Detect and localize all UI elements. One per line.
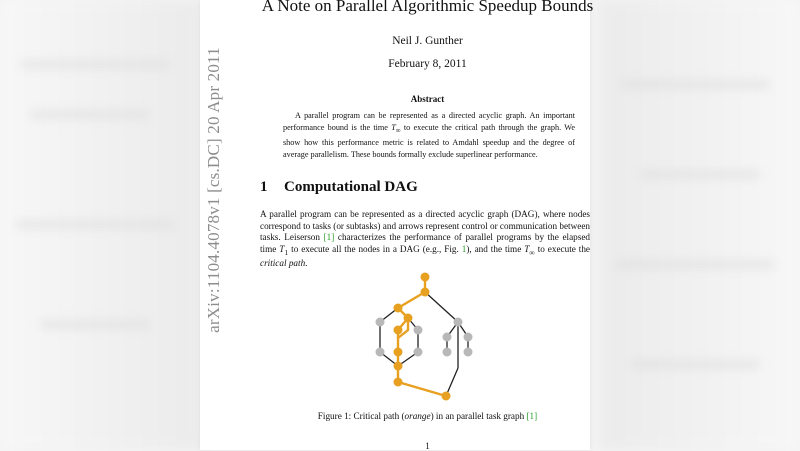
arxiv-stamp: arXiv:1104.4078v1 [cs.DC] 20 Apr 2011	[204, 47, 223, 333]
blurred-text	[30, 110, 150, 119]
citation-link[interactable]: [1]	[323, 232, 335, 243]
blurred-text	[20, 60, 170, 69]
dag-figure	[360, 268, 490, 408]
blurred-text	[15, 220, 175, 229]
blurred-text	[630, 360, 760, 369]
blurred-text	[615, 260, 775, 269]
paper-author: Neil J. Gunther	[392, 35, 463, 47]
critical-nodes	[394, 273, 451, 401]
page-number: 1	[425, 441, 430, 451]
blurred-text	[620, 80, 770, 89]
blurred-text	[40, 320, 150, 329]
paper-date: February 8, 2011	[388, 58, 467, 70]
caption-citation-link[interactable]: [1]	[526, 411, 538, 421]
section-heading	[260, 179, 418, 196]
blurred-text	[640, 170, 760, 179]
abstract-heading: Abstract	[410, 94, 445, 104]
figure-link[interactable]: 1	[461, 243, 467, 254]
section-title: Computational DAG	[284, 179, 418, 195]
figure-caption: Figure 1: Critical path (orange) in an parallel task graph [1]	[317, 411, 538, 421]
section-number: 1	[260, 179, 268, 195]
abstract-text: A parallel program can be represented as a directed acyclic graph. An important performance bound is the time $T_\infty$ to execute the critical path through the graph. We show how this performance metric is related to Amdahl speedup and the degree of average parallelism. These bounds formally exclude superlinear performance.	[283, 111, 575, 160]
gray-edges	[380, 292, 468, 396]
paper-title: A Note on Parallel Algorithmic Speedup Bounds	[261, 0, 594, 15]
body-paragraph: A parallel program can be represented as a directed acyclic graph (DAG), where nodes correspond to tasks (or subtasks) and arrows represent control or communication between tasks. Leiserson [1] characterizes the performance of parallel programs by the elapsed time $T_1$ to execute all the nodes in a DAG (e.g., Fig. 1), and the time $T_\infty$ to execute the critical path.	[260, 209, 590, 269]
